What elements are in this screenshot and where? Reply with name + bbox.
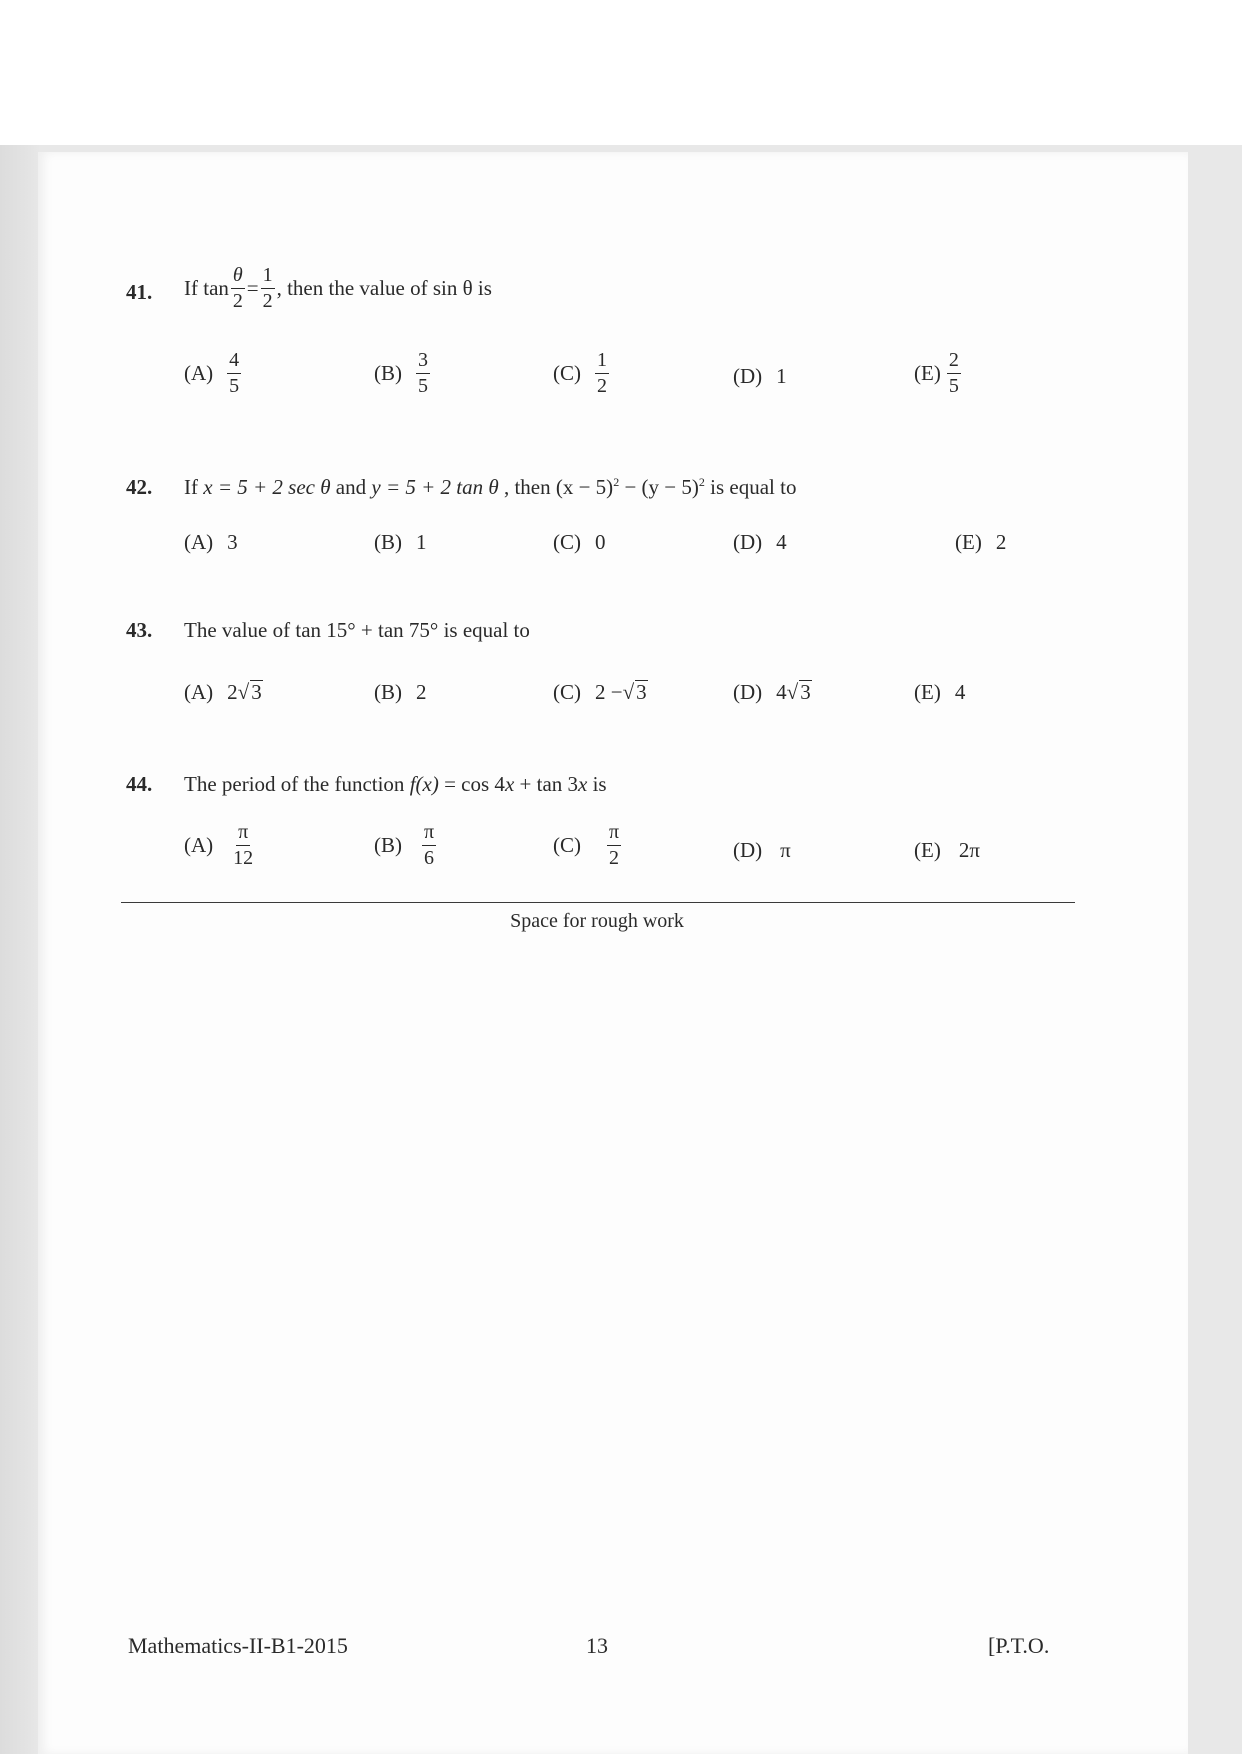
option-label: (B) <box>374 361 402 385</box>
option-value: 2π <box>958 838 980 862</box>
q41-frac2-den: 2 <box>262 290 273 312</box>
q44-option-a[interactable] <box>184 822 253 869</box>
q44-option-d[interactable] <box>733 838 791 863</box>
q44-text-c: = cos 4 <box>438 772 505 796</box>
q42-option-b[interactable] <box>374 530 427 555</box>
option-label: (E) <box>955 530 982 554</box>
q44-text-b: f(x) <box>409 772 439 796</box>
q41-option-a[interactable] <box>184 350 241 397</box>
q42-text-b: x = 5 + 2 sec θ <box>203 475 331 499</box>
option-den: 5 <box>229 375 240 397</box>
option-pre: 2 − <box>595 680 623 704</box>
option-label: (D) <box>733 530 763 554</box>
option-root: 3 <box>636 680 647 705</box>
option-den: 2 <box>597 375 607 397</box>
q41-suffix: , then the value of sin θ is <box>276 276 492 300</box>
q43-option-a[interactable] <box>184 680 263 705</box>
scan-margin <box>0 0 1242 145</box>
question-number-44: 44. <box>126 772 153 796</box>
q42-text-c: and <box>330 475 372 499</box>
option-num: π <box>422 822 436 846</box>
option-label: (A) <box>184 680 214 704</box>
option-num: 1 <box>595 350 609 374</box>
option-label: (B) <box>374 530 402 554</box>
q42-text-f: − (y − 5) <box>619 475 699 499</box>
option-den: 12 <box>233 847 254 869</box>
option-den: 5 <box>948 375 959 397</box>
option-fraction <box>595 350 609 397</box>
option-value: π <box>780 838 791 862</box>
q42-option-a[interactable] <box>184 530 238 555</box>
option-value: 4 <box>954 680 966 704</box>
option-fraction <box>227 350 241 397</box>
option-label: (E) <box>914 680 941 704</box>
option-label: (E) <box>914 361 941 385</box>
q44-text-a: The period of the function <box>184 772 410 796</box>
option-num: π <box>236 822 250 846</box>
option-num: π <box>607 822 621 846</box>
option-value: 0 <box>595 530 606 554</box>
question-text-44 <box>184 772 607 797</box>
q42-option-e[interactable] <box>955 530 1006 555</box>
q44-option-c[interactable] <box>553 822 621 869</box>
option-fraction <box>416 350 430 397</box>
q41-option-c[interactable] <box>553 350 609 397</box>
option-value: 1 <box>776 364 787 388</box>
option-fraction <box>947 350 961 397</box>
option-label: (C) <box>553 530 581 554</box>
footer-paper-code: Mathematics-II-B1-2015 <box>128 1633 348 1658</box>
question-number-42: 42. <box>126 475 153 499</box>
q41-frac1-den: 2 <box>232 290 243 312</box>
option-label: (B) <box>374 680 402 704</box>
q43-option-d[interactable] <box>733 680 812 705</box>
option-pre: 4 <box>776 680 787 704</box>
q41-frac2-num: 1 <box>261 265 275 289</box>
option-label: (A) <box>184 530 214 554</box>
q42-text-e: , then (x − 5) <box>498 475 614 499</box>
q44-option-b[interactable] <box>374 822 436 869</box>
option-den: 2 <box>609 847 620 869</box>
sqrt-sign: √ <box>237 680 250 704</box>
option-label: (E) <box>914 838 941 862</box>
q43-option-b[interactable] <box>374 680 427 705</box>
rough-work-label: Space for rough work <box>510 910 684 932</box>
q41-prefix: If tan <box>184 276 229 300</box>
footer-page-number: 13 <box>586 1633 608 1658</box>
q41-fraction-theta-2 <box>231 265 245 312</box>
q43-option-c[interactable] <box>553 680 648 705</box>
q42-sup1: 2 <box>613 475 620 489</box>
question-text-41 <box>184 265 492 312</box>
q41-option-b[interactable] <box>374 350 430 397</box>
option-label: (A) <box>184 361 214 385</box>
option-value: 4 <box>776 530 787 554</box>
option-fraction <box>233 822 253 869</box>
q42-text-a: If <box>184 475 204 499</box>
section-divider <box>121 902 1075 903</box>
question-text-43: The value of tan 15° + tan 75° is equal to <box>184 618 530 642</box>
sqrt-sign: √ <box>786 680 799 704</box>
option-value: 2 <box>995 530 1007 554</box>
footer-pto: [P.T.O. <box>988 1633 1050 1658</box>
option-den: 6 <box>424 847 435 869</box>
option-num: 2 <box>947 350 961 374</box>
q42-text-d: y = 5 + 2 tan θ <box>371 475 499 499</box>
q42-option-d[interactable] <box>733 530 787 555</box>
option-label: (B) <box>374 833 402 857</box>
q44-text-f: x <box>578 772 588 796</box>
option-num: 3 <box>416 350 430 374</box>
option-label: (C) <box>553 680 581 704</box>
option-fraction <box>422 822 436 869</box>
q44-text-d: x <box>504 772 515 796</box>
option-pre: 2 <box>227 680 238 704</box>
option-label: (D) <box>733 680 763 704</box>
q41-fraction-1-2 <box>261 265 275 312</box>
option-label: (C) <box>553 361 581 385</box>
question-number-43: 43. <box>126 618 153 642</box>
q44-text-g: is <box>587 772 607 796</box>
q41-option-e[interactable] <box>914 350 961 397</box>
option-label: (C) <box>553 833 581 857</box>
q42-sup2: 2 <box>698 475 705 489</box>
option-value: 1 <box>416 530 427 554</box>
option-value: 3 <box>227 530 238 554</box>
option-fraction <box>607 822 621 869</box>
q41-equals: = <box>246 276 259 300</box>
q42-option-c[interactable] <box>553 530 606 555</box>
q44-option-e[interactable] <box>914 838 980 863</box>
q41-frac1-num: θ <box>231 265 245 289</box>
option-label: (D) <box>733 838 763 862</box>
q42-text-g: is equal to <box>704 475 797 499</box>
question-text-42 <box>184 475 796 500</box>
option-value: 2 <box>416 680 427 704</box>
option-root: 3 <box>800 680 811 705</box>
question-number-41: 41. <box>126 280 153 304</box>
q43-option-e[interactable] <box>914 680 965 705</box>
option-num: 4 <box>227 350 241 374</box>
option-den: 5 <box>418 375 428 397</box>
q44-text-e: + tan 3 <box>514 772 579 796</box>
option-label: (A) <box>184 833 214 857</box>
sqrt-sign: √ <box>622 680 635 704</box>
option-root: 3 <box>251 680 262 705</box>
q41-option-d[interactable] <box>733 364 787 389</box>
option-label: (D) <box>733 364 763 388</box>
